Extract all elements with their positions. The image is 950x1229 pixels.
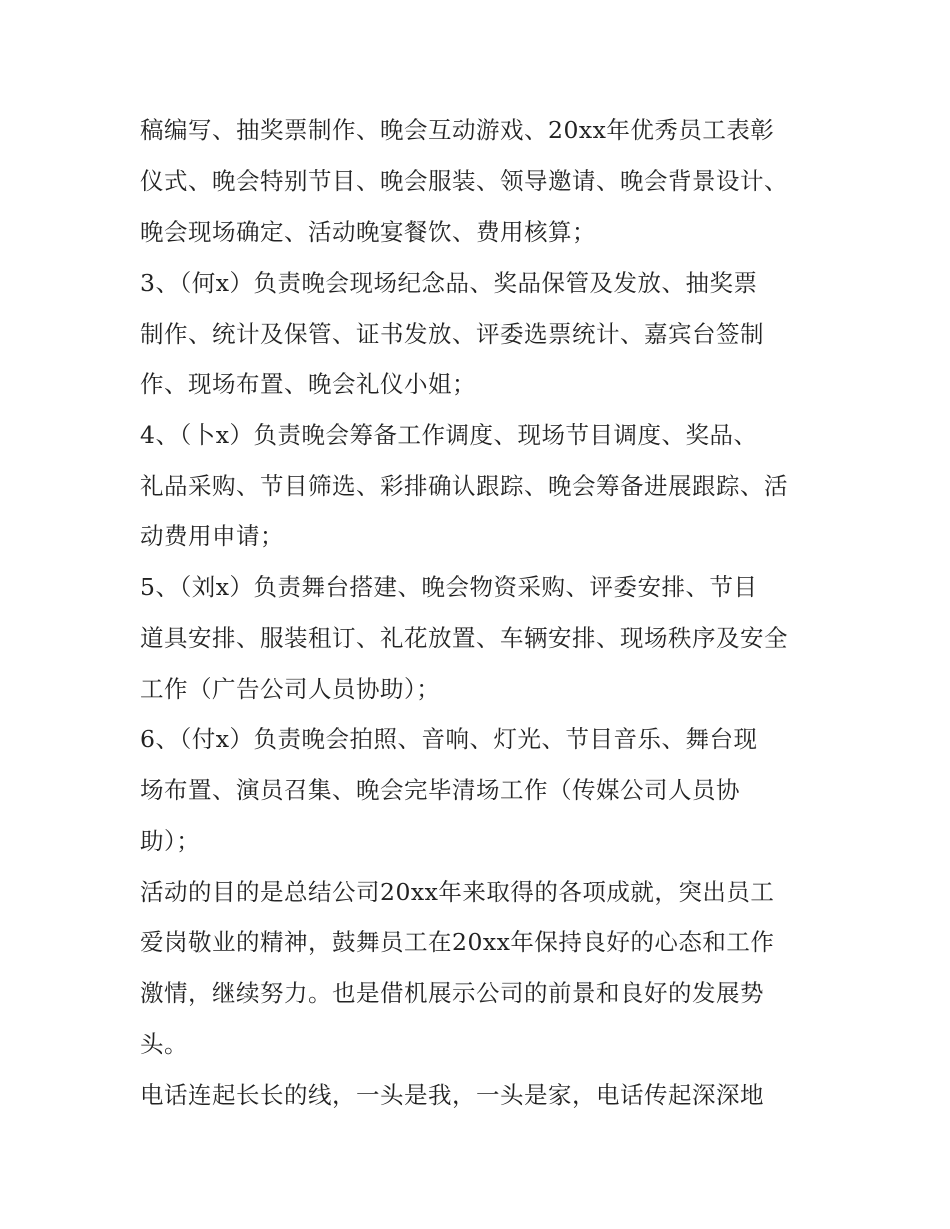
text-line: 3、（何x）负责晚会现场纪念品、奖品保管及发放、抽奖票 <box>140 269 758 297</box>
text-line: 制作、统计及保管、证书发放、评委选票统计、嘉宾台签制 <box>140 320 764 348</box>
text-line: 助）； <box>140 827 201 855</box>
text-line: 4、（卜x）负责晚会筹备工作调度、现场节目调度、奖品、 <box>140 421 758 449</box>
text-line: 激情，继续努力。也是借机展示公司的前景和良好的发展势 <box>140 979 764 1007</box>
text-line: 稿编写、抽奖票制作、晚会互动游戏、20xx年优秀员工表彰 <box>140 116 775 144</box>
text-line: 头。 <box>140 1030 188 1058</box>
text-line: 电话连起长长的线，一头是我，一头是家，电话传起深深地 <box>140 1081 764 1109</box>
text-line: 爱岗敬业的精神，鼓舞员工在20xx年保持良好的心态和工作 <box>140 928 775 956</box>
text-line: 作、现场布置、晚会礼仪小姐； <box>140 370 476 398</box>
text-line: 5、（刘x）负责舞台搭建、晚会物资采购、评委安排、节目 <box>140 573 758 601</box>
text-line: 场布置、演员召集、晚会完毕清场工作（传媒公司人员协 <box>140 776 740 804</box>
text-line: 仪式、晚会特别节目、晚会服装、领导邀请、晚会背景设计、 <box>140 167 788 195</box>
text-line: 晚会现场确定、活动晚宴餐饮、费用核算； <box>140 218 596 246</box>
text-line: 6、（付x）负责晚会拍照、音响、灯光、节目音乐、舞台现 <box>140 725 758 753</box>
text-line: 动费用申请； <box>140 522 284 550</box>
text-line: 道具安排、服装租订、礼花放置、车辆安排、现场秩序及安全 <box>140 624 788 652</box>
text-line: 礼品采购、节目筛选、彩排确认跟踪、晚会筹备进展跟踪、活 <box>140 472 788 500</box>
text-line: 工作（广告公司人员协助）； <box>140 675 441 703</box>
text-line: 活动的目的是总结公司20xx年来取得的各项成就，突出员工 <box>140 878 775 906</box>
